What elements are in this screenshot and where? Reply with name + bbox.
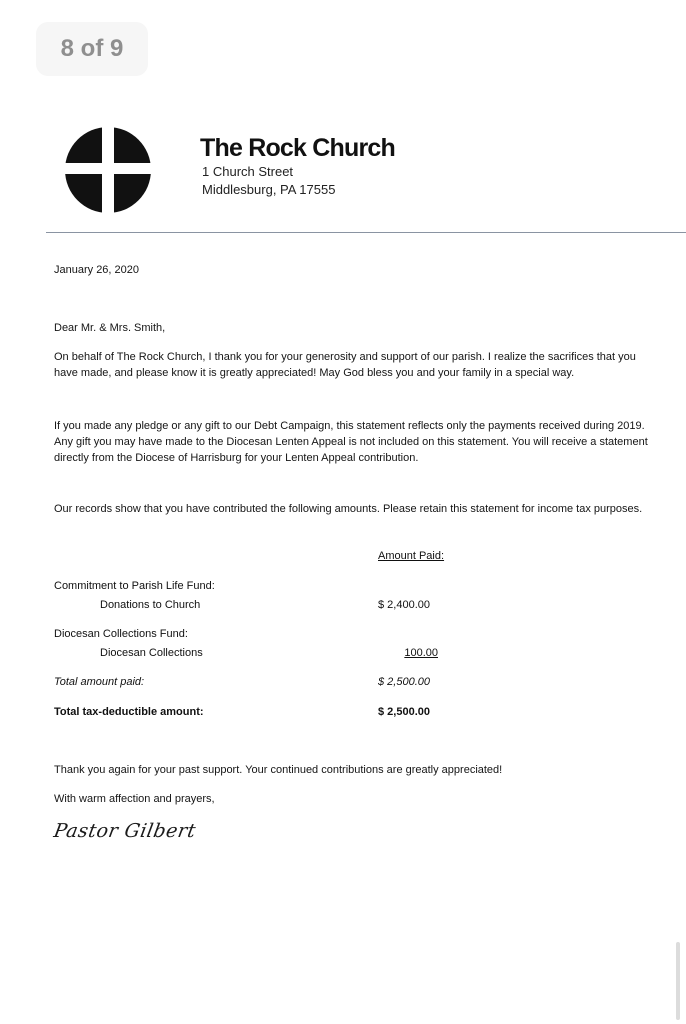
salutation: Dear Mr. & Mrs. Smith,: [54, 322, 166, 334]
total-paid-amount: $ 2,500.00: [378, 676, 430, 688]
closing-regards: With warm affection and prayers,: [54, 793, 215, 805]
header-divider: [46, 232, 686, 233]
fund-diocesan-label: Diocesan Collections Fund:: [54, 628, 188, 640]
amount-paid-header: Amount Paid:: [378, 550, 445, 562]
donations-amount: $ 2,400.00: [378, 599, 430, 611]
church-name: The Rock Church: [200, 134, 395, 162]
total-deductible-amount: $ 2,500.00: [378, 706, 430, 718]
fund-parish-life-label: Commitment to Parish Life Fund:: [54, 580, 215, 592]
paragraph-records: Our records show that you have contributed the following amounts. Please retain this statement for income tax purposes.: [54, 503, 643, 515]
donations-label: Donations to Church: [100, 599, 201, 611]
church-address-city: Middlesburg, PA 17555: [202, 182, 336, 197]
pastor-signature: Pastor Gilbert: [52, 820, 198, 842]
letter-date: January 26, 2020: [54, 264, 140, 276]
diocesan-collections-amount: 100.00: [404, 647, 438, 659]
scrollbar[interactable]: [676, 942, 680, 1020]
cross-circle-icon: [64, 126, 152, 214]
total-paid-label: Total amount paid:: [54, 676, 145, 688]
closing-thanks: Thank you again for your past support. Your continued contributions are greatly appreciated!: [54, 764, 503, 776]
paragraph-pledge: If you made any pledge or any gift to our Debt Campaign, this statement reflects only the payments received during 2019. Any gift you may have made to the Diocesan Lenten Appeal is not included on this statement. You will receive a statement directly from the Diocese of Harrisburg for your Lenten Appeal contribution.: [54, 420, 648, 464]
church-address-street: 1 Church Street: [202, 164, 294, 179]
page-indicator: 8 of 9: [36, 22, 148, 76]
diocesan-collections-label: Diocesan Collections: [100, 647, 203, 659]
total-deductible-label: Total tax-deductible amount:: [54, 706, 204, 718]
paragraph-thanks: On behalf of The Rock Church, I thank you for your generosity and support of our parish. I realize the sacrifices that you have made, and please know it is greatly appreciated! May God bless you and your family in a special way.: [54, 351, 636, 379]
